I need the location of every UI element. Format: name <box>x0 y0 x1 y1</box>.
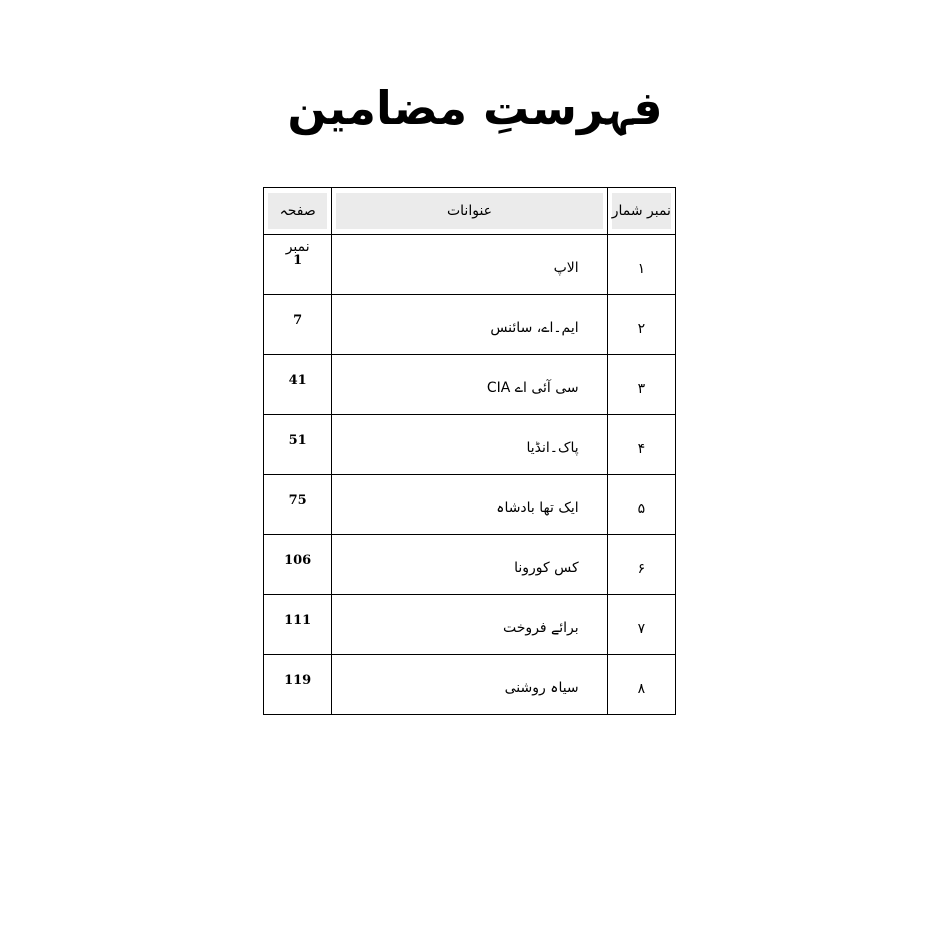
row-title: پاک۔انڈیا <box>332 415 607 475</box>
row-title: ایم۔اے، سائنس <box>332 295 607 355</box>
row-title: سی آئی اے CIA <box>332 355 607 415</box>
table-row <box>264 475 676 535</box>
row-number: ۸ <box>607 655 675 715</box>
header-title: عنوانات <box>332 188 607 235</box>
row-number: ۵ <box>607 475 675 535</box>
row-number: ۲ <box>607 295 675 355</box>
table-row <box>264 355 676 415</box>
row-number: ۳ <box>607 355 675 415</box>
row-title: برائے فروخت <box>332 595 607 655</box>
header-number: نمبر شمار <box>607 188 675 235</box>
row-page: 111 <box>264 595 332 655</box>
row-number: ۱ <box>607 235 675 295</box>
table-row <box>264 295 676 355</box>
table-row <box>264 535 676 595</box>
table-header-row <box>264 188 676 235</box>
row-title: سیاہ روشنی <box>332 655 607 715</box>
row-page: 7 <box>264 295 332 355</box>
row-title: الاپ <box>332 235 607 295</box>
row-page: 1 <box>264 235 332 295</box>
table-row <box>264 235 676 295</box>
table-of-contents <box>263 187 676 715</box>
page-title: فہرستِ مضامین <box>287 81 663 135</box>
row-page: 119 <box>264 655 332 715</box>
row-number: ۴ <box>607 415 675 475</box>
row-title: ایک تھا بادشاہ <box>332 475 607 535</box>
table-row <box>264 595 676 655</box>
table-row <box>264 655 676 715</box>
row-page: 41 <box>264 355 332 415</box>
row-number: ۶ <box>607 535 675 595</box>
row-number: ۷ <box>607 595 675 655</box>
row-title: کس کورونا <box>332 535 607 595</box>
row-page: 106 <box>264 535 332 595</box>
table-row <box>264 415 676 475</box>
row-page: 75 <box>264 475 332 535</box>
header-page: صفحہ نمبر <box>264 188 332 235</box>
row-page: 51 <box>264 415 332 475</box>
